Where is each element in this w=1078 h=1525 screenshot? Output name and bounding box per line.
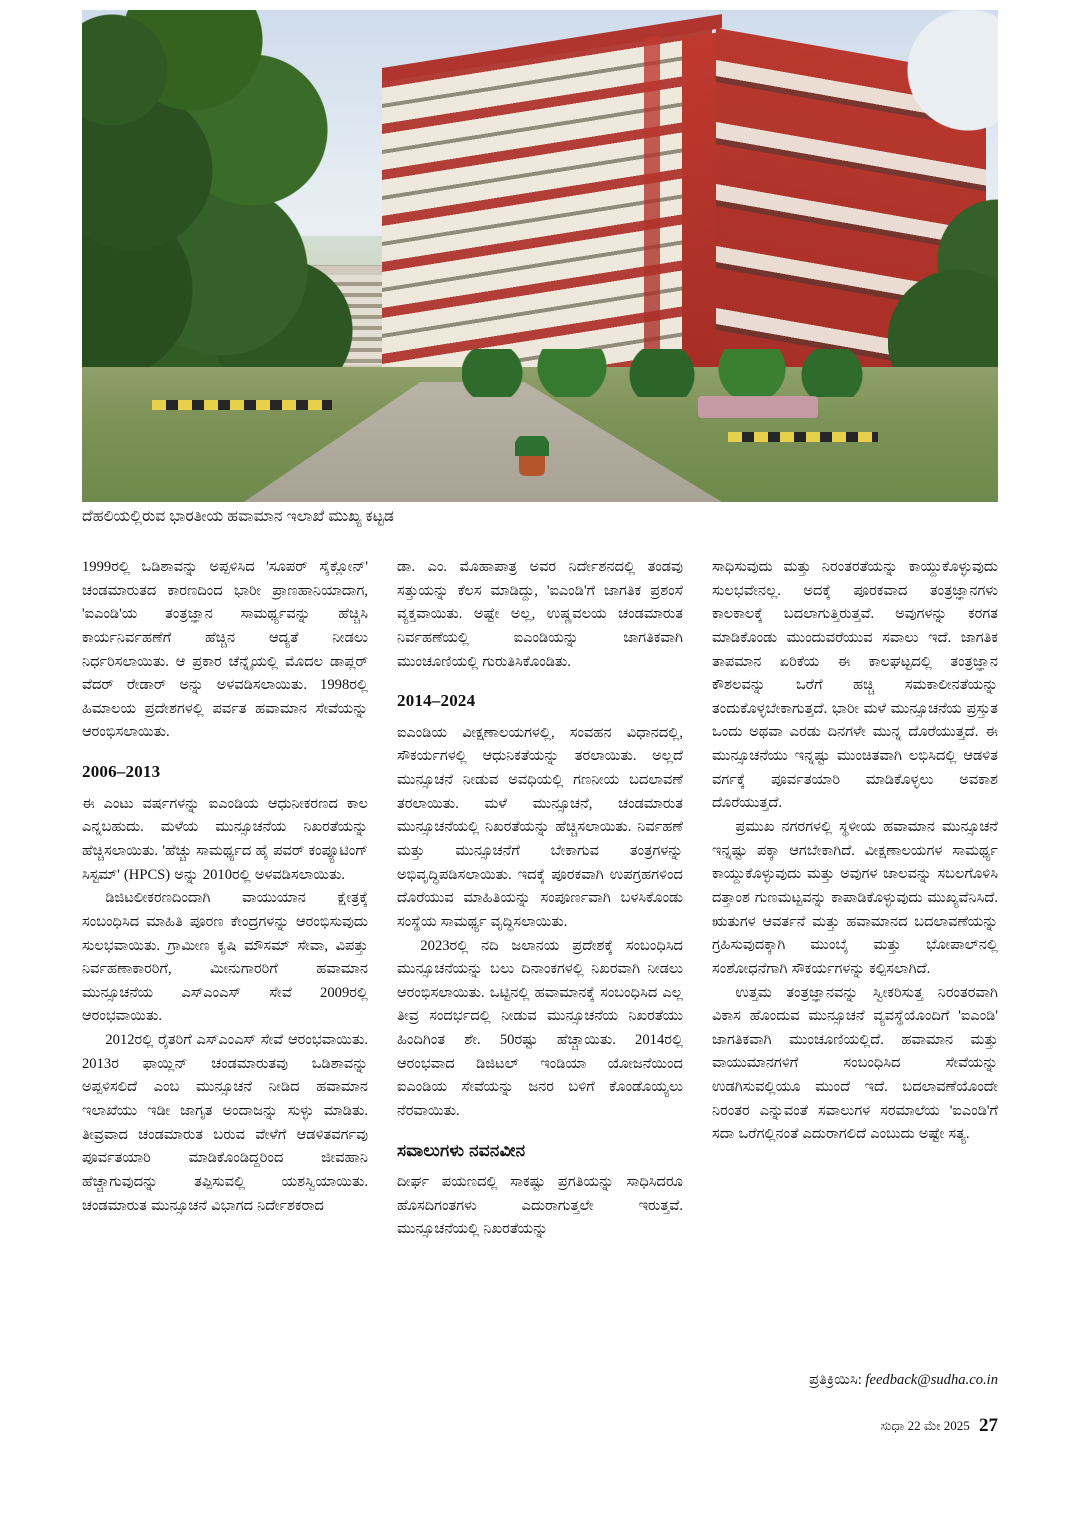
column-2 (397, 556, 683, 1401)
photo-planter-pot (519, 452, 545, 476)
article-photo (82, 10, 998, 502)
photo-kerb-left (152, 400, 332, 410)
column-1 (82, 556, 368, 1401)
paragraph: ದೀರ್ಘ ಪಯಣದಲ್ಲಿ ಸಾಕಷ್ಟು ಪ್ರಗತಿಯನ್ನು ಸಾಧಿಸಿದರೂ ಹೊಸದಿಗಂತಗಳು ಎದುರಾಗುತ್ತಲೇ ಇರುತ್ತವೆ. ಮುನ್ಸೂಚನೆಯಲ್ಲಿ ನಿಖರತೆಯನ್ನು (397, 1174, 683, 1238)
paragraph: ಉತ್ತಮ ತಂತ್ರಜ್ಞಾನವನ್ನು ಸ್ವೀಕರಿಸುತ್ತ ನಿರಂತರವಾಗಿ ವಿಕಾಸ ಹೊಂದುವ ಮುನ್ಸೂಚನೆ ವ್ಯವಸ್ಥೆಯೊಂದಿಗೆ 'ಐಎಂಡಿ' ಜಾಗತಿಕವಾಗಿ ಮುಂಚೂಣಿಯಲ್ಲಿದೆ. ಹವಾಮಾನ ಮತ್ತು ವಾಯುಮಾನಗಳಿಗೆ ಸಂಬಂಧಿಸಿದ ಸೇವೆಯನ್ನು ಉಡಗಿಸುವಲ್ಲಿಯೂ ಮುಂದೆ ಇದೆ. ಬದಲಾವಣೆಯೊಂದೇ ನಿರಂತರ ಎನ್ನುವಂತೆ ಸವಾಲುಗಳ ಸರಮಾಲೆಯ 'ಐಎಂಡಿ'ಗೆ ಸದಾ ಒರೆಗಲ್ಲಿನಂತೆ ಎದುರಾಗಲಿದೆ ಎಂಬುದು ಅಷ್ಟೇ ಸತ್ಯ. (712, 984, 998, 1143)
article-body (82, 556, 998, 1401)
photo-image (82, 10, 998, 502)
folio-issue-text: ಸುಧಾ 22 ಮೇ 2025 (880, 1418, 970, 1433)
feedback-email[interactable]: feedback@sudha.co.in (865, 1372, 998, 1388)
paragraph: 2023ರಲ್ಲಿ ನದಿ ಜಲಾನಯ ಪ್ರದೇಶಕ್ಕೆ ಸಂಬಂಧಿಸಿದ ಮುನ್ಸೂಚನೆಯನ್ನು ಬಲು ದಿನಾಂಕಗಳಲ್ಲಿ ನಿಖರವಾಗಿ ನೀಡಲು ಆರಂಭಿಸಲಾಯಿತು. ಒಟ್ಟಿನಲ್ಲಿ ಹವಾಮಾನಕ್ಕೆ ಸಂಬಂಧಿಸಿದ ಎಲ್ಲ ತೀವ್ರ ಸಂದರ್ಭದಲ್ಲಿ ನೀಡುವ ಮುನ್ಸೂಚನೆಯ ನಿಖರತೆಯು ಹಿಂದಿಗಿಂತ ಶೇ. 50ರಷ್ಟು ಹೆಚ್ಚಾಯಿತು. 2014ರಲ್ಲಿ ಆರಂಭವಾದ ಡಿಜಿಟಲ್ ಇಂಡಿಯಾ ಯೋಜನೆಯಿಂದ ಐಎಂಡಿಯ ಸೇವೆಯನ್ನು ಜನರ ಬಳಿಗೆ ಕೊಂಡೊಯ್ಯಲು ನೆರವಾಯಿತು. (397, 937, 683, 1119)
section-heading-challenges: ಸವಾಲುಗಳು ನವನವೀನ (397, 1140, 526, 1160)
page-folio (880, 1415, 998, 1437)
paragraph: ಈ ಎಂಟು ವರ್ಷಗಳನ್ನು ಐಎಂಡಿಯ ಆಧುನೀಕರಣದ ಕಾಲ ಎನ್ನಬಹುದು. ಮಳೆಯ ಮುನ್ಸೂಚನೆಯ ನಿಖರತೆಯನ್ನು ಹೆಚ್ಚಿಸಲಾಯಿತು. 'ಹೆಚ್ಚು ಸಾಮರ್ಥ್ಯದ ಹೈ ಪವರ್ ಕಂಪ್ಯೂಟಿಂಗ್ ಸಿಸ್ಟಮ್' (HPCS) ಅನ್ನು 2010ರಲ್ಲಿ ಅಳವಡಿಸಲಾಯಿತು. (82, 795, 368, 883)
paragraph: ಸಾಧಿಸುವುದು ಮತ್ತು ನಿರಂತರತೆಯನ್ನು ಕಾಯ್ದುಕೊಳ್ಳುವುದು ಸುಲಭವೇನಲ್ಲ. ಅದಕ್ಕೆ ಪೂರಕವಾದ ತಂತ್ರಜ್ಞಾನಗಳು ಕಾಲಕಾಲಕ್ಕೆ ಬದಲಾಗುತ್ತಿರುತ್ತವೆ. ಅವುಗಳನ್ನು ಕರಗತ ಮಾಡಿಕೊಂಡು ಮುಂದುವರೆಯುವ ಸವಾಲು ಇದೆ. ಜಾಗತಿಕ ತಾಪಮಾನ ಏರಿಕೆಯ ಈ ಕಾಲಘಟ್ಟದಲ್ಲಿ ತಂತ್ರಜ್ಞಾನ ಕೌಶಲವನ್ನು ಒರೆಗೆ ಹಚ್ಚಿ ಸಮಕಾಲೀನತೆಯನ್ನು ತಂದುಕೊಳ್ಳಬೇಕಾಗುತ್ತದೆ. ಭಾರೀ ಮಳೆ ಮುನ್ಸೂಚನೆಯ ಪ್ರಸ್ತುತ ಒಂದು ಅಥವಾ ಎರಡು ದಿನಗಳೇ ಮುನ್ನ ದೊರೆಯುತ್ತದೆ. ಈ ಮುನ್ಸೂಚನೆಯು ಇನ್ನಷ್ಟು ಮುಂಚಿತವಾಗಿ ಲಭಿಸಿದಲ್ಲಿ ಆಡಳಿತ ವರ್ಗಕ್ಕೆ ಪೂರ್ವತಯಾರಿ ಮಾಡಿಕೊಳ್ಳಲು ಅವಕಾಶ ದೊರೆಯುತ್ತದೆ. (712, 559, 998, 812)
section-heading-2006-2013: 2006–2013 (82, 762, 161, 782)
section-heading-2014-2024: 2014–2024 (397, 691, 476, 711)
feedback-line (809, 1372, 998, 1389)
paragraph: ಪ್ರಮುಖ ನಗರಗಳಲ್ಲಿ ಸ್ಥಳೀಯ ಹವಾಮಾನ ಮುನ್ಸೂಚನೆ ಇನ್ನಷ್ಟು ಪಕ್ಕಾ ಆಗಬೇಕಾಗಿದೆ. ವೀಕ್ಷಣಾಲಯಗಳ ಸಾಮರ್ಥ್ಯ ಕಾಯ್ದುಕೊಳ್ಳುವುದು ಮತ್ತು ಅವುಗಳ ಜಾಲವನ್ನು ಸಬಲಗೊಳಿಸಿ ದತ್ತಾಂಶ ಗುಣಮಟ್ಟವನ್ನು ಕಾಪಾಡಿಕೊಳ್ಳುವುದು ಮುಖ್ಯವೆನಿಸಿದೆ. ಋತುಗಳ ಆವರ್ತನೆ ಮತ್ತು ಹವಾಮಾನದ ಬದಲಾವಣೆಯನ್ನು ಗ್ರಹಿಸುವುದಕ್ಕಾಗಿ ಮುಂಬೈ ಮತ್ತು ಭೋಪಾಲ್‌ನಲ್ಲಿ ಸಂಶೋಧನೆಗಾಗಿ ಸೌಕರ್ಯಗಳನ್ನು ಕಲ್ಪಿಸಲಾಗಿದೆ. (712, 819, 998, 977)
paragraph: 2012ರಲ್ಲಿ ರೈತರಿಗೆ ಎಸ್‌ಎಂಎಸ್ ಸೇವೆ ಆರಂಭವಾಯಿತು. 2013ರ ಫಾಯ್ಲಿನ್ ಚಂಡಮಾರುತವು ಒಡಿಶಾವನ್ನು ಅಪ್ಪಳಿಸಲಿದೆ ಎಂಬ ಮುನ್ಸೂಚನೆ ನೀಡಿದ ಹವಾಮಾನ ಇಲಾಖೆಯು ಇಡೀ ಜಾಗೃತ ಅಂದಾಜನ್ನು ಸುಳ್ಳು ಮಾಡಿತು. ತೀವ್ರವಾದ ಚಂಡಮಾರುತ ಬರುವ ವೇಳೆಗೆ ಆಡಳಿತವರ್ಗವು ಪೂರ್ವತಯಾರಿ ಮಾಡಿಕೊಂಡಿದ್ದರಿಂದ ಜೀವಹಾನಿ ಹೆಚ್ಚಾಗುವುದನ್ನು ತಪ್ಪಿಸುವಲ್ಲಿ ಯಶಸ್ವಿಯಾಯಿತು. ಚಂಡಮಾರುತ ಮುನ್ಸೂಚನೆ ವಿಭಾಗದ ನಿರ್ದೇಶಕರಾದ (82, 1032, 368, 1214)
photo-hedge (462, 349, 882, 397)
photo-flower-bed (698, 396, 818, 418)
paragraph: ಡಾ. ಎಂ. ಮೊಹಾಪಾತ್ರ ಅವರ ನಿರ್ದೇಶನದಲ್ಲಿ ತಂಡವು ಸತ್ತುಯನ್ನು ಕೆಲಸ ಮಾಡಿದ್ದು, 'ಐಎಂಡಿ'ಗೆ ಜಾಗತಿಕ ಪ್ರಶಂಸೆ ವ್ಯಕ್ತವಾಯಿತು. ಅಷ್ಟೇ ಅಲ್ಲ, ಉಷ್ಣವಲಯ ಚಂಡಮಾರುತ ನಿರ್ವಹಣೆಯಲ್ಲಿ ಐಎಂಡಿಯನ್ನು ಜಾಗತಿಕವಾಗಿ ಮುಂಚೂಣಿಯಲ್ಲಿ ಗುರುತಿಸಿಕೊಂಡಿತು. (397, 559, 683, 670)
photo-caption: ದೆಹಲಿಯಲ್ಲಿರುವ ಭಾರತೀಯ ಹವಾಮಾನ ಇಲಾಖೆ ಮುಖ್ಯ ಕಟ್ಟಡ (82, 508, 395, 525)
column-3 (712, 556, 998, 1401)
paragraph: 1999ರಲ್ಲಿ ಒಡಿಶಾವನ್ನು ಅಪ್ಪಳಿಸಿದ 'ಸೂಪರ್ ಸೈಕ್ಲೋನ್' ಚಂಡಮಾರುತದ ಕಾರಣದಿಂದ ಭಾರೀ ಪ್ರಾಣಹಾನಿಯಾದಾಗ, 'ಐಎಂಡಿ'ಯ ತಂತ್ರಜ್ಞಾನ ಸಾಮರ್ಥ್ಯವನ್ನು ಹೆಚ್ಚಿಸಿ ಕಾರ್ಯನಿರ್ವಹಣೆಗೆ ಹೆಚ್ಚಿನ ಆದ್ಯತೆ ನೀಡಲು ನಿರ್ಧರಿಸಲಾಯಿತು. ಆ ಪ್ರಕಾರ ಚೆನ್ನೈಯಲ್ಲಿ ಮೊದಲ ಡಾಪ್ಲರ್ ವೆದರ್ ರೇಡಾರ್ ಅನ್ನು ಅಳವಡಿಸಲಾಯಿತು. 1998ರಲ್ಲಿ ಹಿಮಾಲಯ ಪ್ರದೇಶಗಳಲ್ಲಿ ಪರ್ವತ ಹವಾಮಾನ ಸೇವೆಯನ್ನು ಆರಂಭಿಸಲಾಯಿತು. (82, 559, 368, 741)
photo-kerb-right (728, 432, 878, 442)
paragraph: ಐಎಂಡಿಯ ವೀಕ್ಷಣಾಲಯಗಳಲ್ಲಿ, ಸಂವಹನ ವಿಧಾನದಲ್ಲಿ, ಸೌಕರ್ಯಗಳಲ್ಲಿ ಆಧುನಿಕತೆಯನ್ನು ತರಲಾಯಿತು. ಅಲ್ಲದೆ ಮುನ್ಸೂಚನೆ ನೀಡುವ ಅವಧಿಯಲ್ಲಿ ಗಣನೀಯ ಬದಲಾವಣೆ ತರಲಾಯಿತು. ಮಳೆ ಮುನ್ಸೂಚನೆ, ಚಂಡಮಾರುತ ಮುನ್ಸೂಚನೆಯಲ್ಲಿ ನಿಖರತೆಯನ್ನು ಹೆಚ್ಚಿಸಲಾಯಿತು. ನಿರ್ವಹಣೆ ಮತ್ತು ಮುನ್ಸೂಚನೆಗೆ ಬೇಕಾಗುವ ತಂತ್ರಗಳನ್ನು ಅಭಿವೃದ್ಧಿಪಡಿಸಲಾಯಿತು. ಇದಕ್ಕೆ ಪೂರಕವಾಗಿ ಉಪಗ್ರಹಗಳಿಂದ ದೊರೆಯುವ ಮಾಹಿತಿಯನ್ನು ಸಂಪೂರ್ಣವಾಗಿ ಬಳಸಿಕೊಂಡು ಸಂಸ್ಥೆಯ ಸಾಮರ್ಥ್ಯ ವೃದ್ಧಿಸಲಾಯಿತು. (397, 724, 683, 930)
paragraph: ಡಿಜಿಟಲೀಕರಣದಿಂದಾಗಿ ವಾಯುಯಾನ ಕ್ಷೇತ್ರಕ್ಕೆ ಸಂಬಂಧಿಸಿದ ಮಾಹಿತಿ ಪೂರಣ ಕೇಂದ್ರಗಳನ್ನು ಆರಂಭಿಸುವುದು ಸುಲಭವಾಯಿತು. ಗ್ರಾಮೀಣ ಕೃಷಿ ಮೌಸಮ್ ಸೇವಾ, ವಿಪತ್ತು ನಿರ್ವಹಣಾಕಾರರಿಗೆ, ಮೀನುಗಾರರಿಗೆ ಹವಾಮಾನ ಮುನ್ಸೂಚನೆಯ ಎಸ್‌ಎಂಎಸ್ ಸೇವೆ 2009ರಲ್ಲಿ ಆರಂಭವಾಯಿತು. (82, 890, 368, 1025)
page-number: 27 (979, 1415, 998, 1436)
feedback-label: ಪ್ರತಿಕ್ರಿಯಿಸಿ: (809, 1372, 862, 1388)
